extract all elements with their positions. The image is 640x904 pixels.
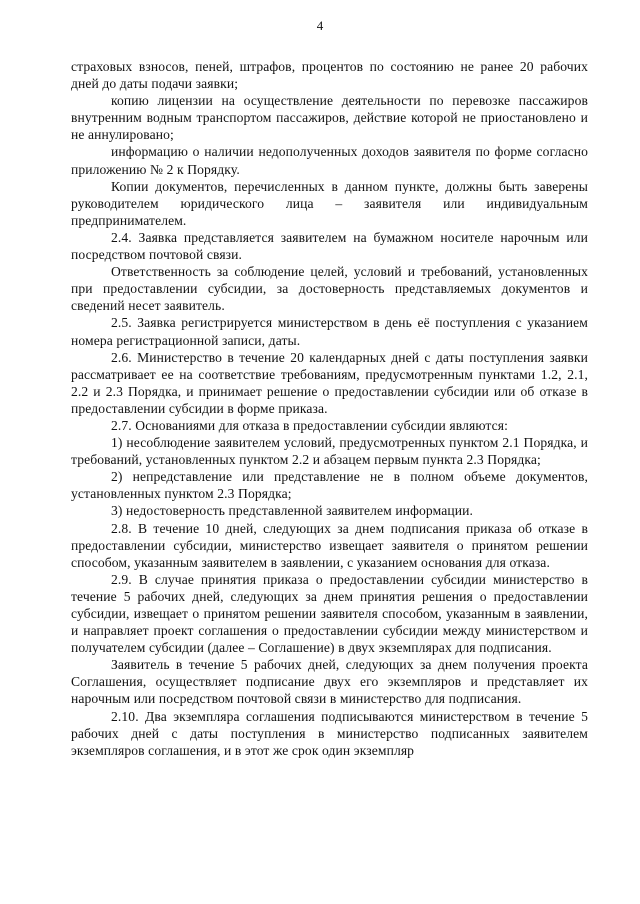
paragraph-2-7-item-2: 2) непредставление или представление не в полном объеме документов, установленных пунктом 2.3 Порядка;: [71, 469, 588, 502]
paragraph-lost-income-info: информацию о наличии недополученных доходов заявителя по форме согласно приложению № 2 к Порядку.: [71, 144, 588, 177]
paragraph-2-8: 2.8. В течение 10 дней, следующих за днем подписания приказа об отказе в предоставлении субсидии, министерство извещает заявителя о принятом решении способом, указанным заявителем в заявлении, с указанием основания для отказа.: [71, 520, 588, 570]
paragraph-applicant-signing: Заявитель в течение 5 рабочих дней, следующих за днем получения проекта Соглашения, осуществляет подписание двух его экземпляров и представляет их нарочным или посредством почтовой связи в министерство для подписания.: [71, 657, 588, 707]
paragraph-continuation: страховых взносов, пеней, штрафов, процентов по состоянию не ранее 20 рабочих дней до даты подачи заявки;: [71, 59, 588, 92]
paragraph-2-7-item-3: 3) недостоверность представленной заявителем информации.: [111, 503, 473, 519]
page-number: 4: [316, 18, 324, 33]
document-body: [71, 58, 588, 759]
paragraph-2-4: 2.4. Заявка представляется заявителем на бумажном носителе нарочным или посредством почтовой связи.: [71, 229, 588, 263]
paragraph-2-10: 2.10. Два экземпляра соглашения подписываются министерством в течение 5 рабочих дней с даты поступления в министерство подписанных заявителем экземпляров соглашения, и в этот же срок один экземпляр: [71, 708, 588, 758]
paragraph-2-7-item-1: 1) несоблюдение заявителем условий, предусмотренных пунктом 2.1 Порядка, и требований, установленных пунктом 2.2 и абзацем первым пункта 2.3 Порядка;: [71, 435, 588, 468]
paragraph-2-6: 2.6. Министерство в течение 20 календарных дней с даты поступления заявки рассматривает ее на соответствие требованиям, предусмотренным пунктами 1.2, 2.1, 2.2 и 2.3 Порядка, и принимает решение о предоставлении субсидии или об отказе в предоставлении субсидии в форме приказа.: [71, 349, 588, 416]
paragraph-license-copy: копию лицензии на осуществление деятельности по перевозке пассажиров внутренним водным транспортом пассажиров, действие которой не приостановлено и не аннулировано;: [71, 93, 588, 143]
paragraph-responsibility: Ответственность за соблюдение целей, условий и требований, установленных при предоставлении субсидии, за достоверность представляемых документов и сведений несет заявитель.: [71, 264, 588, 314]
paragraph-2-7: 2.7. Основаниями для отказа в предоставлении субсидии являются:: [111, 417, 508, 433]
paragraph-2-5: 2.5. Заявка регистрируется министерством в день её поступления с указанием номера регистрационной записи, даты.: [71, 315, 588, 348]
paragraph-2-9: 2.9. В случае принятия приказа о предоставлении субсидии министерство в течение 5 рабочих дней, следующих за днем принятия решения о предоставлении субсидии, извещает о принятом решении заявителя способом, указанным в заявлении, и направляет проект соглашения о предоставлении субсидии между министерством и получателем субсидии (далее – Соглашение) в двух экземплярах для подписания.: [71, 571, 588, 656]
paragraph-document-copies: Копии документов, перечисленных в данном пункте, должны быть заверены руководителем юридического лица – заявителя или индивидуальным предпринимателем.: [71, 178, 588, 228]
